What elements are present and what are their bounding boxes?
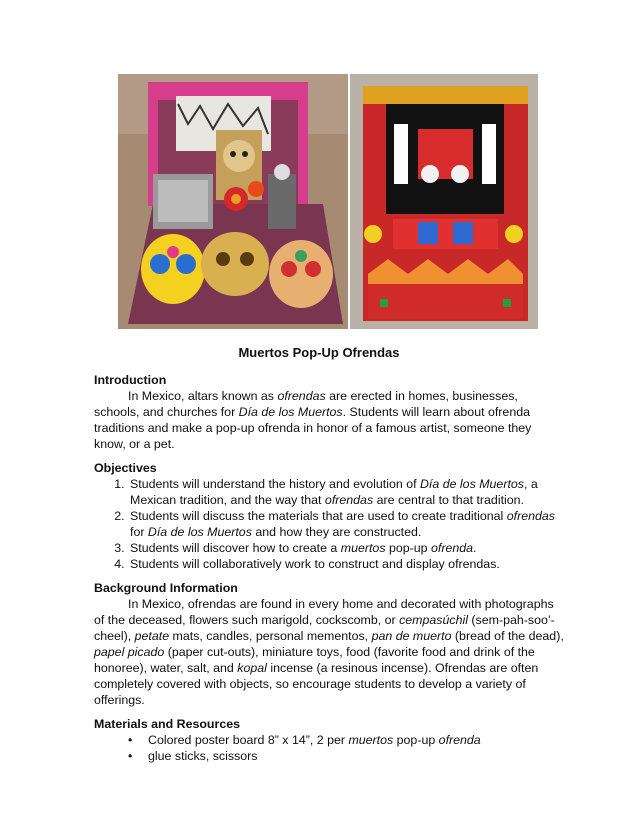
objectives-section (94, 460, 564, 572)
text-run: Students will collaboratively work to construct and display ofrendas. (130, 557, 500, 571)
italic-text: Día de los Muertos (147, 525, 252, 539)
text-run: (sem-pah-soo’-cheel), (94, 613, 555, 643)
background-heading: Background Information (94, 581, 238, 595)
background-paragraph (94, 596, 564, 708)
italic-text: cempasúchil (399, 613, 468, 627)
text-run: glue sticks, scissors (148, 749, 258, 763)
text-run: mats, candles, personal mementos, (169, 629, 372, 643)
text-run: pop-up (385, 541, 431, 555)
italic-text: muertos (340, 541, 386, 555)
document-body (94, 372, 564, 772)
italic-text: pan de muerto (371, 629, 452, 643)
text-run: , a Mexican tradition, and the way that (130, 477, 538, 507)
materials-section (94, 716, 564, 764)
italic-text: kopal (237, 661, 267, 675)
italic-text: ofrendas (277, 389, 326, 403)
objective-item (128, 476, 564, 508)
ofrenda-photos (118, 74, 538, 329)
materials-list (94, 732, 564, 764)
text-run: Students will discover how to create a (130, 541, 341, 555)
left-ofrenda-photo (118, 74, 348, 329)
text-run: Students will understand the history and evolution of (130, 477, 420, 491)
text-run: In Mexico, altars known as (128, 389, 278, 403)
text-run: for (130, 525, 148, 539)
material-item (128, 748, 564, 764)
italic-text: Día de los Muertos (419, 477, 524, 491)
document-title: Muertos Pop-Up Ofrendas (238, 345, 400, 360)
objective-item (128, 540, 564, 556)
italic-text: ofrendas (324, 493, 374, 507)
right-ofrenda-photo (350, 74, 538, 329)
objective-item (128, 508, 564, 540)
material-item (128, 732, 564, 748)
italic-text: ofrenda (438, 733, 481, 747)
italic-text: Día de los Muertos (238, 405, 343, 419)
text-run: (paper cut-outs), miniature toys, food (favorite food and drink of the honoree), water, salt, and (94, 645, 535, 675)
text-run: . Students will learn about ofrenda traditions and make a pop-up ofrenda in honor of a famous artist, someone they know, or a pet. (94, 405, 532, 451)
objectives-list (94, 476, 564, 572)
text-run: . (473, 541, 477, 555)
italic-text: muertos (348, 733, 394, 747)
introduction-section (94, 372, 564, 452)
materials-heading: Materials and Resources (94, 717, 240, 731)
italic-text: papel picado (94, 645, 165, 659)
italic-text: petate (134, 629, 170, 643)
text-run: Colored poster board 8” x 14”, 2 per (148, 733, 349, 747)
text-run: and how they are constructed. (251, 525, 422, 539)
text-run: (bread of the dead), (451, 629, 564, 643)
background-section (94, 580, 564, 708)
text-run: Students will discuss the materials that are used to create traditional (130, 509, 507, 523)
introduction-heading: Introduction (94, 373, 167, 387)
text-run: In Mexico, ofrendas are found in every home and decorated with photographs of the deceased, flowers such marigold, cockscomb, or (94, 597, 554, 627)
objectives-heading: Objectives (94, 461, 157, 475)
italic-text: ofrenda (430, 541, 474, 555)
text-run: incense (a resinous incense). Ofrendas are often completely covered with objects, so encourage students to develop a variety of offerings. (94, 661, 539, 707)
italic-text: ofrendas (506, 509, 555, 523)
text-run: are central to that tradition. (373, 493, 524, 507)
objective-item (128, 556, 564, 572)
text-run: pop-up (393, 733, 439, 747)
introduction-paragraph (94, 388, 564, 452)
text-run: are erected in homes, businesses, schools, and churches for (94, 389, 518, 419)
